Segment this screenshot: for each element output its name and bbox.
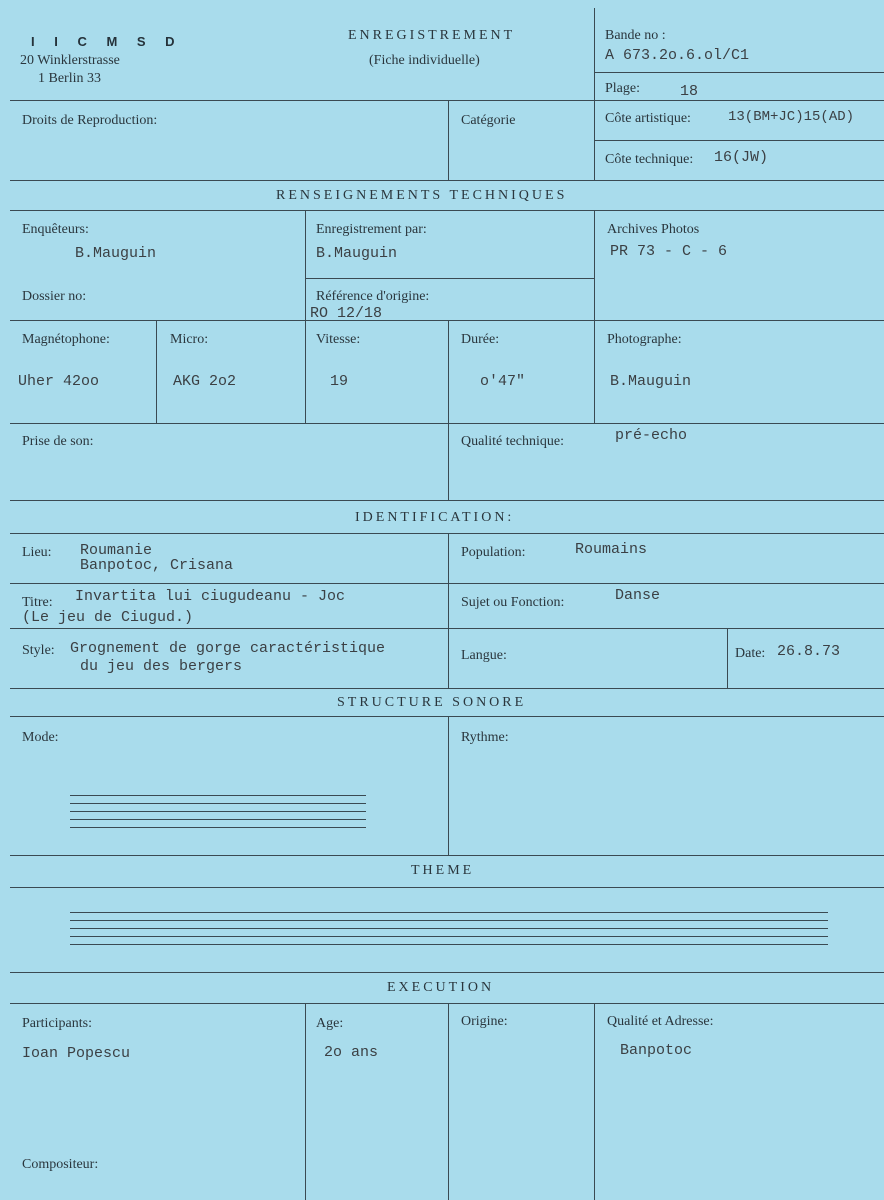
rule [10, 583, 884, 584]
mode-label: Mode: [22, 730, 59, 745]
vitesse-value: 19 [330, 373, 349, 390]
style-label: Style: [22, 643, 55, 658]
section-title-identification: IDENTIFICATION: [355, 510, 515, 525]
prise-label: Prise de son: [22, 434, 94, 449]
rule [305, 278, 594, 279]
section-title-execution: EXECUTION [387, 980, 495, 995]
rule [448, 100, 449, 180]
theme-staff-line [70, 928, 828, 929]
rythme-label: Rythme: [461, 730, 509, 745]
rule [10, 320, 884, 321]
rule [10, 972, 884, 973]
theme-staff-line [70, 944, 828, 945]
mode-staff-line [70, 811, 366, 812]
section-title-technical: RENSEIGNEMENTS TECHNIQUES [276, 188, 568, 203]
rule [10, 688, 884, 689]
card-title: ENREGISTREMENT [348, 28, 516, 43]
vitesse-label: Vitesse: [316, 332, 361, 347]
rule [594, 1003, 595, 1200]
card-subtitle: (Fiche individuelle) [369, 53, 480, 68]
rule [448, 1003, 449, 1200]
categorie-label: Catégorie [461, 113, 516, 128]
rule [10, 628, 884, 629]
date-label: Date: [735, 646, 766, 661]
sujet-label: Sujet ou Fonction: [461, 595, 565, 610]
enqueteurs-value: B.Mauguin [75, 245, 157, 262]
titre-line1: Invartita lui ciugudeanu - Joc [75, 588, 346, 605]
theme-staff-line [70, 912, 828, 913]
rule [594, 140, 884, 141]
origine-label: Origine: [461, 1014, 508, 1029]
mode-staff-line [70, 795, 366, 796]
archives-label: Archives Photos [607, 222, 700, 237]
rule [10, 887, 884, 888]
plage-value: 18 [680, 83, 699, 100]
dossier-label: Dossier no: [22, 289, 87, 304]
cote-artistique-value: 13(BM+JC)15(AD) [728, 109, 855, 125]
date-value: 26.8.73 [777, 643, 841, 660]
compositeur-label: Compositeur: [22, 1157, 99, 1172]
qualite-label: Qualité technique: [461, 434, 565, 449]
plage-label: Plage: [605, 81, 640, 96]
photographe-label: Photographe: [607, 332, 682, 347]
rule [448, 533, 449, 688]
style-line2: du jeu des bergers [80, 658, 243, 675]
theme-staff-line [70, 936, 828, 937]
rule [594, 72, 884, 73]
rule [156, 320, 157, 423]
enregistrement-par-value: B.Mauguin [316, 245, 398, 262]
age-label: Age: [316, 1016, 344, 1031]
photographe-value: B.Mauguin [610, 373, 692, 390]
lieu-line2: Banpotoc, Crisana [80, 557, 234, 574]
mode-staff-line [70, 819, 366, 820]
mode-staff-line [70, 827, 366, 828]
section-title-structure: STRUCTURE SONORE [337, 695, 527, 710]
rule [10, 100, 884, 101]
titre-label: Titre: [22, 595, 53, 610]
magnetophone-value: Uher 42oo [18, 373, 100, 390]
archives-value: PR 73 - C - 6 [610, 243, 728, 260]
qualite-adresse-label: Qualité et Adresse: [607, 1014, 714, 1029]
rule [448, 716, 449, 855]
reference-label: Référence d'origine: [316, 289, 430, 304]
rule [10, 210, 884, 211]
rule [10, 533, 884, 534]
bande-label: Bande no : [605, 28, 666, 43]
magnetophone-label: Magnétophone: [22, 332, 110, 347]
cote-technique-value: 16(JW) [714, 149, 769, 166]
rule [10, 716, 884, 717]
titre-line2: (Le jeu de Ciugud.) [22, 609, 194, 626]
style-line1: Grognement de gorge caractéristique [70, 640, 386, 657]
duree-value: o'47" [480, 373, 526, 390]
rule [448, 320, 449, 500]
org-street: 20 Winklerstrasse [20, 53, 120, 68]
mode-staff-line [70, 803, 366, 804]
rule [10, 500, 884, 501]
micro-value: AKG 2o2 [173, 373, 237, 390]
rule [594, 8, 595, 180]
qualite-adresse-value: Banpotoc [620, 1042, 693, 1059]
cote-artistique-label: Côte artistique: [605, 111, 691, 126]
org-city: 1 Berlin 33 [38, 71, 101, 86]
age-value: 2o ans [324, 1044, 379, 1061]
theme-staff-line [70, 920, 828, 921]
rule [305, 210, 306, 423]
participants-value: Ioan Popescu [22, 1045, 131, 1062]
cote-technique-label: Côte technique: [605, 152, 694, 167]
lieu-line1: Roumanie [80, 542, 153, 559]
org-name: I I C M S D [31, 34, 183, 49]
enqueteurs-label: Enquêteurs: [22, 222, 89, 237]
rule [305, 1003, 306, 1200]
enregistrement-par-label: Enregistrement par: [316, 222, 427, 237]
micro-label: Micro: [170, 332, 209, 347]
population-label: Population: [461, 545, 526, 560]
rule [594, 210, 595, 423]
langue-label: Langue: [461, 648, 507, 663]
rule [10, 855, 884, 856]
sujet-value: Danse [615, 587, 661, 604]
bande-value: A 673.2o.6.ol/C1 [605, 47, 750, 64]
duree-label: Durée: [461, 332, 500, 347]
droits-label: Droits de Reproduction: [22, 113, 158, 128]
rule [10, 423, 884, 424]
participants-label: Participants: [22, 1016, 92, 1031]
rule [727, 628, 728, 688]
reference-value: RO 12/18 [310, 305, 383, 322]
qualite-value: pré-echo [615, 427, 688, 444]
rule [10, 180, 884, 181]
population-value: Roumains [575, 541, 648, 558]
rule [10, 1003, 884, 1004]
section-title-theme: THEME [411, 863, 475, 878]
lieu-label: Lieu: [22, 545, 52, 560]
